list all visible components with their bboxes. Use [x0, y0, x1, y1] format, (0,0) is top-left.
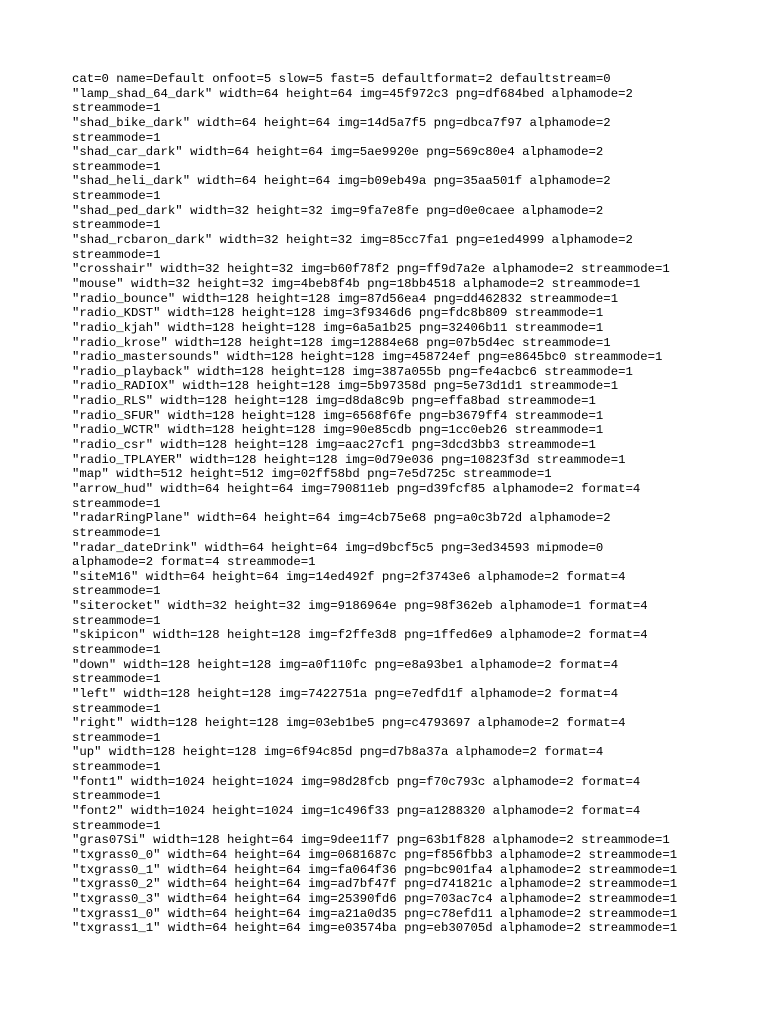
text-line: streammode=1: [72, 584, 161, 599]
text-line: "left" width=128 height=128 img=7422751a png=e7edfd1f alphamode=2 format=4: [72, 686, 619, 701]
text-line: "txgrass1_0" width=64 height=64 img=a21a0d35 png=c78efd11 alphamode=2 streammode=1: [72, 906, 678, 921]
text-line: "radio_csr" width=128 height=128 img=aac27cf1 png=3dcd3bb3 streammode=1: [72, 438, 596, 453]
text-line: "radio_RLS" width=128 height=128 img=d8da8c9b png=effa8bad streammode=1: [72, 394, 596, 409]
text-line: "shad_ped_dark" width=32 height=32 img=9fa7e8fe png=d0e0caee alphamode=2: [72, 203, 604, 218]
text-line: streammode=1: [72, 525, 161, 540]
text-line: "radar_dateDrink" width=64 height=64 img=d9bcf5c5 png=3ed34593 mipmode=0: [72, 540, 604, 555]
text-line: "radio_playback" width=128 height=128 img=387a055b png=fe4acbc6 streammode=1: [72, 364, 633, 379]
text-line: "mouse" width=32 height=32 img=4beb8f4b png=18bb4518 alphamode=2 streammode=1: [72, 276, 641, 291]
text-line: streammode=1: [72, 818, 161, 833]
text-line: "siteM16" width=64 height=64 img=14ed492f png=2f3743e6 alphamode=2 format=4: [72, 569, 626, 584]
text-line: streammode=1: [72, 189, 161, 204]
text-line: streammode=1: [72, 218, 161, 233]
text-line: "txgrass1_1" width=64 height=64 img=e03574ba png=eb30705d alphamode=2 streammode=1: [72, 921, 678, 936]
text-line: "siterocket" width=32 height=32 img=9186964e png=98f362eb alphamode=1 format=4: [72, 599, 648, 614]
document-page: [72, 72, 762, 936]
text-line: streammode=1: [72, 672, 161, 687]
text-line: "radio_bounce" width=128 height=128 img=87d56ea4 png=dd462832 streammode=1: [72, 291, 619, 306]
text-line: "txgrass0_0" width=64 height=64 img=0681687c png=f856fbb3 alphamode=2 streammode=1: [72, 847, 678, 862]
text-line: "shad_rcbaron_dark" width=32 height=32 img=85cc7fa1 png=e1ed4999 alphamode=2: [72, 233, 633, 248]
text-body: [72, 72, 762, 936]
text-line: streammode=1: [72, 730, 161, 745]
text-line: streammode=1: [72, 789, 161, 804]
text-line: "crosshair" width=32 height=32 img=b60f78f2 png=ff9d7a2e alphamode=2 streammode=1: [72, 262, 670, 277]
text-line: cat=0 name=Default onfoot=5 slow=5 fast=5 defaultformat=2 defaultstream=0: [72, 72, 611, 86]
text-line: alphamode=2 format=4 streammode=1: [72, 555, 316, 570]
text-line: streammode=1: [72, 642, 161, 657]
text-line: "txgrass0_3" width=64 height=64 img=25390fd6 png=703ac7c4 alphamode=2 streammode=1: [72, 891, 678, 906]
text-line: "txgrass0_1" width=64 height=64 img=fa064f36 png=bc901fa4 alphamode=2 streammode=1: [72, 862, 678, 877]
text-line: streammode=1: [72, 613, 161, 628]
text-line: "radio_mastersounds" width=128 height=128 img=458724ef png=e8645bc0 streammode=1: [72, 350, 663, 365]
text-line: "up" width=128 height=128 img=6f94c85d png=d7b8a37a alphamode=2 format=4: [72, 745, 604, 760]
text-line: "txgrass0_2" width=64 height=64 img=ad7bf47f png=d741821c alphamode=2 streammode=1: [72, 877, 678, 892]
text-line: "right" width=128 height=128 img=03eb1be5 png=c4793697 alphamode=2 format=4: [72, 716, 626, 731]
text-line: streammode=1: [72, 760, 161, 775]
text-line: "gras07Si" width=128 height=64 img=9dee11f7 png=63b1f828 alphamode=2 streammode=1: [72, 833, 670, 848]
text-line: "radio_RADIOX" width=128 height=128 img=5b97358d png=5e73d1d1 streammode=1: [72, 379, 619, 394]
text-line: streammode=1: [72, 247, 161, 262]
text-line: "font1" width=1024 height=1024 img=98d28fcb png=f70c793c alphamode=2 format=4: [72, 774, 641, 789]
text-line: "radio_WCTR" width=128 height=128 img=90e85cdb png=1cc0eb26 streammode=1: [72, 423, 604, 438]
text-line: "down" width=128 height=128 img=a0f110fc png=e8a93be1 alphamode=2 format=4: [72, 657, 619, 672]
text-line: "skipicon" width=128 height=128 img=f2ffe3d8 png=1ffed6e9 alphamode=2 format=4: [72, 628, 648, 643]
text-line: "shad_car_dark" width=64 height=64 img=5ae9920e png=569c80e4 alphamode=2: [72, 145, 604, 160]
text-line: "radio_kjah" width=128 height=128 img=6a5a1b25 png=32406b11 streammode=1: [72, 320, 604, 335]
text-line: streammode=1: [72, 701, 161, 716]
text-line: streammode=1: [72, 130, 161, 145]
text-line: "radarRingPlane" width=64 height=64 img=4cb75e68 png=a0c3b72d alphamode=2: [72, 511, 611, 526]
text-line: "radio_krose" width=128 height=128 img=12884e68 png=07b5d4ec streammode=1: [72, 335, 611, 350]
text-line: "shad_bike_dark" width=64 height=64 img=14d5a7f5 png=dbca7f97 alphamode=2: [72, 115, 611, 130]
text-line: "radio_TPLAYER" width=128 height=128 img=0d79e036 png=10823f3d streammode=1: [72, 452, 626, 467]
text-line: "radio_SFUR" width=128 height=128 img=6568f6fe png=b3679ff4 streammode=1: [72, 408, 604, 423]
text-line: "shad_heli_dark" width=64 height=64 img=b09eb49a png=35aa501f alphamode=2: [72, 174, 611, 189]
text-line: streammode=1: [72, 101, 161, 116]
text-line: streammode=1: [72, 159, 161, 174]
text-line: "map" width=512 height=512 img=02ff58bd png=7e5d725c streammode=1: [72, 467, 552, 482]
text-line: "arrow_hud" width=64 height=64 img=790811eb png=d39fcf85 alphamode=2 format=4: [72, 481, 641, 496]
text-line: "font2" width=1024 height=1024 img=1c496f33 png=a1288320 alphamode=2 format=4: [72, 804, 641, 819]
text-line: streammode=1: [72, 496, 161, 511]
text-line: "lamp_shad_64_dark" width=64 height=64 img=45f972c3 png=df684bed alphamode=2: [72, 86, 633, 101]
text-line: "radio_KDST" width=128 height=128 img=3f9346d6 png=fdc8b809 streammode=1: [72, 306, 604, 321]
